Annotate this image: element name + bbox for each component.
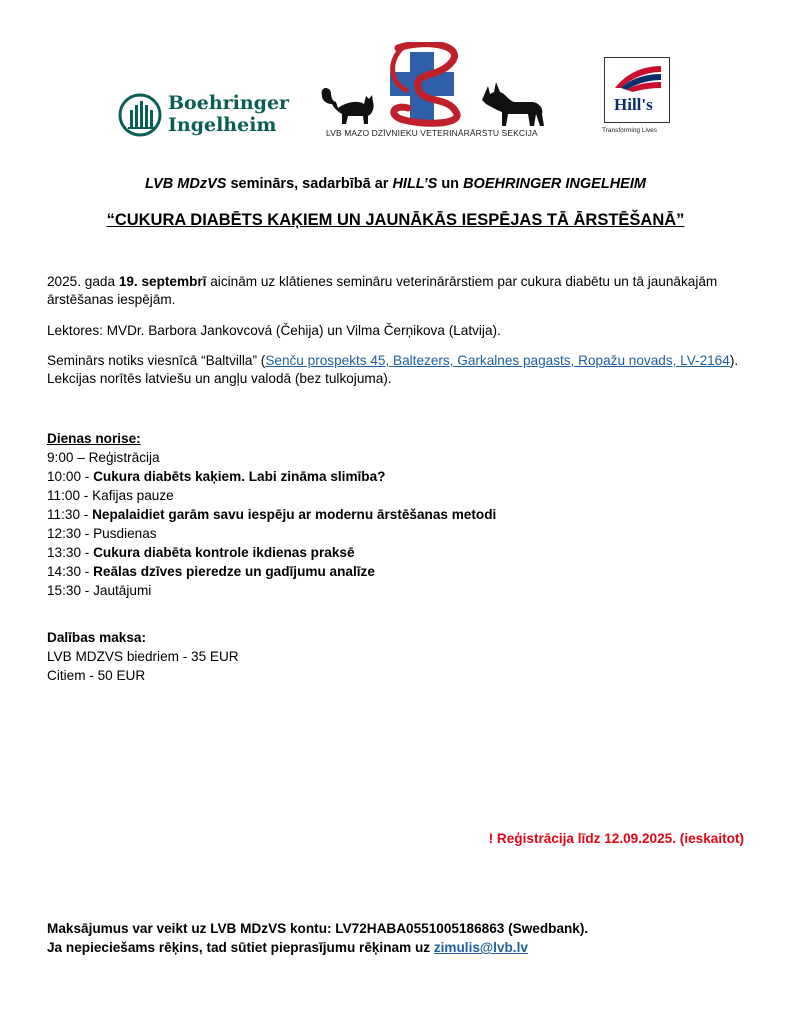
intro-line-1 (47, 273, 757, 291)
schedule-activity: Reālas dzīves pieredze un gadījumu analīze (93, 564, 375, 579)
schedule-item (47, 448, 757, 467)
subtitle-org: LVB MDzVS (145, 176, 227, 192)
schedule-activity: Cukura diabēts kaķiem. Labi zināma slimība? (93, 469, 386, 484)
payment-section (47, 919, 757, 957)
schedule-activity: Kafijas pauze (92, 488, 174, 503)
schedule-section (47, 429, 757, 600)
schedule-item (47, 562, 757, 581)
boehringer-emblem-icon (118, 92, 164, 138)
registration-deadline: ! Reģistrācija līdz 12.09.2025. (ieskaitot) (488, 831, 744, 846)
schedule-item (47, 543, 757, 562)
schedule-time: 9:00 – (47, 450, 89, 465)
boehringer-ingelheim-logo (118, 92, 290, 138)
subtitle-boehringer: BOEHRINGER INGELHEIM (463, 176, 646, 192)
schedule-activity: Cukura diabēta kontrole ikdienas praksē (93, 545, 355, 560)
schedule-time: 10:00 - (47, 469, 94, 484)
schedule-time: 15:30 - (47, 583, 94, 598)
lvb-caption: LVB MAZO DZĪVNIEKU VETERINĀRĀRSTU SEKCIJA (326, 128, 538, 138)
schedule-activity: Pusdienas (93, 526, 157, 541)
intro-text: aicinām uz klātienes semināru veterinārārstiem par cukura diabētu un tā jaunākajām (206, 274, 718, 289)
fee-section (47, 628, 757, 685)
boehringer-line2: Ingelheim (168, 114, 277, 136)
subtitle-text1: seminārs, sadarbībā ar (226, 176, 393, 192)
payment-account: Maksājumus var veikt uz LVB MDzVS kontu: LV72HABA0551005186863 (Swedbank). (47, 921, 589, 936)
schedule-activity: Jautājumi (93, 583, 152, 598)
lvb-cat-dog-cross-icon (318, 42, 546, 128)
venue-suffix: ). (729, 353, 739, 368)
intro-date-prefix: 2025. gada (47, 274, 119, 289)
schedule-heading: Dienas norise: (47, 431, 141, 446)
schedule-list (47, 448, 757, 600)
hills-logo (602, 57, 674, 139)
payment-invoice (47, 938, 757, 957)
schedule-time: 11:30 - (47, 507, 93, 522)
schedule-time: 14:30 - (47, 564, 94, 579)
schedule-time: 11:00 - (47, 488, 93, 503)
seminar-subtitle (0, 176, 791, 192)
schedule-time: 12:30 - (47, 526, 94, 541)
subtitle-text2: un (437, 176, 464, 192)
venue-line-1 (47, 352, 757, 370)
email-link[interactable]: zimulis@lvb.lv (433, 940, 528, 955)
schedule-item (47, 467, 757, 486)
hills-badge (604, 57, 670, 123)
intro-date: 19. septembrī (118, 274, 207, 289)
venue-prefix: Seminārs notiks viesnīcā “Baltvilla” ( (47, 353, 266, 368)
lvb-section-logo (318, 42, 546, 142)
venue-line-2: Lekcijas norītēs latviešu un angļu valodā (bez tulkojuma). (47, 371, 392, 386)
venue-paragraph (47, 352, 757, 388)
lecturers-paragraph: Lektores: MVDr. Barbora Jankovcová (Čehija) un Vilma Čerņikova (Latvija). (47, 323, 501, 338)
hills-wordmark: Hill's (614, 95, 653, 114)
venue-address-link[interactable]: Senču prospekts 45, Baltezers, Garkalnes pagasts, Ropažu novads, LV-2164 (265, 353, 730, 368)
hills-flag-icon (605, 58, 668, 121)
boehringer-line1: Boehringer (168, 92, 290, 114)
schedule-activity: Reģistrācija (88, 450, 160, 465)
payment-invoice-text: Ja nepieciešams rēķins, tad sūtiet pieprasījumu rēķinam uz (47, 940, 434, 955)
schedule-item (47, 505, 757, 524)
intro-line-2: ārstēšanas iespējām. (47, 292, 176, 307)
schedule-time: 13:30 - (47, 545, 94, 560)
boehringer-wordmark (168, 92, 289, 136)
schedule-item (47, 524, 757, 543)
fee-heading: Dalības maksa: (47, 630, 146, 645)
schedule-activity: Nepalaidiet garām savu iespēju ar modernu ārstēšanas metodi (92, 507, 497, 522)
subtitle-hills: HILL’S (392, 176, 438, 192)
schedule-item (47, 581, 757, 600)
schedule-item (47, 486, 757, 505)
fee-members: LVB MDZVS biedriem - 35 EUR (47, 649, 239, 664)
fee-others: Citiem - 50 EUR (47, 668, 146, 683)
intro-paragraph-1 (47, 273, 757, 309)
seminar-title: “CUKURA DIABĒTS KAĶIEM UN JAUNĀKĀS IESPĒJAS TĀ ĀRSTĒŠANĀ” (106, 211, 685, 229)
hills-tagline: Transforming Lives (602, 127, 658, 134)
